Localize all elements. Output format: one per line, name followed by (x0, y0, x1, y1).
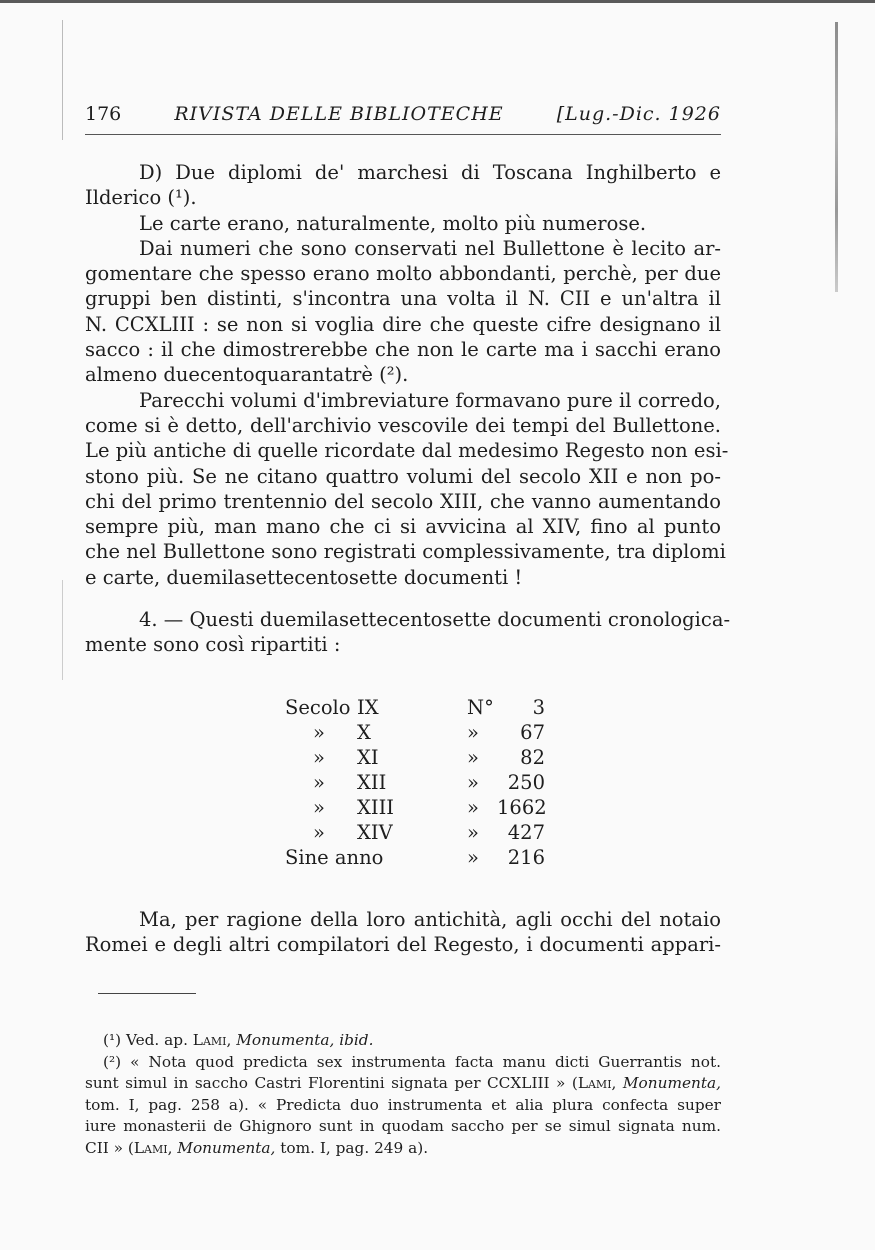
table-row: Secolo IX N° 3 (285, 696, 545, 719)
text-line: N. CCXLIII : se non si voglia dire che queste cifre designano il (85, 312, 721, 336)
table-row: » XII » 250 (313, 771, 545, 794)
text-line: che nel Bullettone sono registrati complessivamente, tra diplomi (85, 540, 726, 564)
main-text-continued (85, 907, 721, 958)
text-line: Dai numeri che sono conservati nel Bullettone è lecito ar- (139, 236, 721, 260)
text-line: Le più antiche di quelle ricordate dal medesimo Regesto non esi- (85, 439, 729, 463)
table-row: » XIV » 427 (313, 821, 545, 844)
running-head (85, 103, 721, 127)
table-row: » X » 67 (313, 721, 545, 744)
table-row: Sine anno » 216 (285, 846, 545, 869)
footnote-rule (98, 993, 196, 994)
scan-margin-mark (62, 580, 63, 680)
text-line: stono più. Se ne citano quattro volumi del secolo XII e non po- (85, 464, 721, 488)
text-line: Romei e degli altri compilatori del Regesto, i documenti appari- (85, 933, 721, 957)
text-line: mente sono così ripartiti : (85, 633, 341, 657)
text-line: Le carte erano, naturalmente, molto più numerose. (139, 211, 647, 235)
text-line: Ilderico (¹). (85, 186, 197, 210)
text-line: almeno duecentoquarantatrè (²). (85, 363, 409, 387)
text-line: chi del primo trentennio del secolo XIII, che vanno aumentando (85, 489, 721, 513)
scan-margin-mark (62, 20, 63, 140)
footnote-2: (²) « Nota quod predicta sex instrumenta facta manu dicti Guerrantis not. sunt simul in saccho Castri Florentini signata per CCXLIII » (Lami, Monumenta, tom. I, pag. 258 a). « Predicta duo instrumenta et alia plura confecta super iure monasterii de Ghignoro sunt in quodam saccho per se simul signata num. CII » (Lami, Monumenta, tom. I, pag. 249 a). (85, 1052, 721, 1157)
text-line: D) Due diplomi de' marchesi di Toscana Inghilberto e (139, 161, 721, 184)
text-line: sempre più, man mano che ci si avvicina al XIV, fino al punto (85, 515, 721, 539)
documents-by-century-table (285, 695, 545, 870)
issue-date: [Lug.-Dic. 1926 (556, 103, 721, 125)
text-line: come si è detto, dell'archivio vescovile dei tempi del Bullettone. (85, 413, 721, 437)
text-line: Ma, per ragione della loro antichità, agli occhi del notaio (139, 908, 721, 931)
table-row: » XIII » 1662 (313, 796, 547, 819)
text-line: Parecchi volumi d'imbreviature formavano pure il corredo, (139, 388, 721, 412)
page-number: 176 (85, 103, 122, 125)
table-row: » XI » 82 (313, 746, 545, 769)
text-line: gruppi ben distinti, s'incontra una volta il N. CII e un'altra il (85, 287, 721, 311)
footnote-1: (¹) Ved. ap. Lami, Monumenta, ibid. (103, 1031, 374, 1049)
section-4-intro (85, 607, 731, 658)
scan-top-edge (0, 0, 875, 3)
text-line: sacco : il che dimostrerebbe che non le carte ma i sacchi erano (85, 338, 721, 362)
journal-title: RIVISTA DELLE BIBLIOTECHE (174, 103, 504, 125)
scan-spine-shadow (835, 22, 838, 292)
text-line: 4. — Questi duemilasettecentosette documenti cronologica- (139, 608, 731, 631)
header-rule (85, 134, 721, 135)
main-text (85, 160, 729, 590)
text-line: gomentare che spesso erano molto abbondanti, perchè, per due (85, 262, 721, 286)
text-line: e carte, duemilasettecentosette documenti ! (85, 565, 523, 589)
footnotes (85, 1030, 721, 1159)
